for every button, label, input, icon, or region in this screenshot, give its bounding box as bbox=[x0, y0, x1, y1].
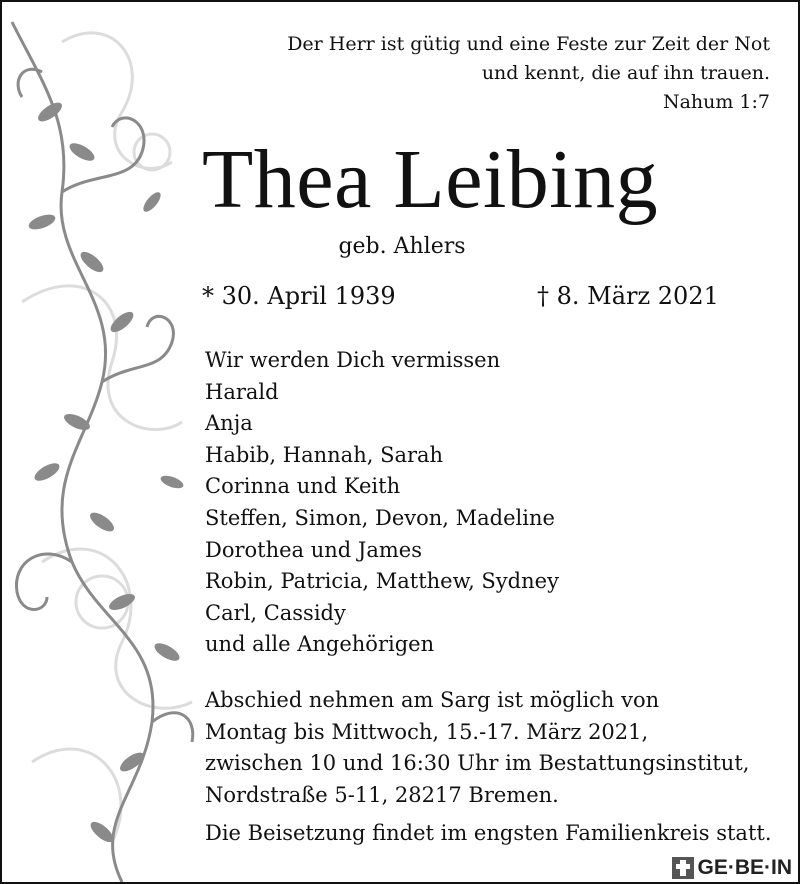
verse-reference: Nahum 1:7 bbox=[662, 91, 770, 113]
mourners-list bbox=[205, 345, 559, 661]
farewell-info bbox=[205, 685, 749, 811]
publisher-mark-icon bbox=[672, 857, 694, 879]
mourner-name: Dorothea und James bbox=[205, 537, 422, 562]
gebein-logo bbox=[672, 856, 793, 880]
farewell-line: Montag bis Mittwoch, 15.-17. März 2021, bbox=[205, 719, 649, 744]
mourner-name: Carl, Cassidy bbox=[205, 600, 346, 625]
farewell-line: Nordstraße 5-11, 28217 Bremen. bbox=[205, 782, 559, 807]
farewell-line: zwischen 10 und 16:30 Uhr im Bestattungsinstitut, bbox=[205, 751, 750, 776]
birth-name: geb. Ahlers bbox=[338, 234, 466, 259]
death-date: † 8. März 2021 bbox=[537, 282, 719, 310]
farewell-line: Abschied nehmen am Sarg ist möglich von bbox=[205, 688, 660, 712]
verse-line: Der Herr ist gütig und eine Feste zur Zeit der Not bbox=[287, 33, 770, 55]
verse-line: und kennt, die auf ihn trauen. bbox=[481, 62, 770, 84]
mourner-name: Corinna und Keith bbox=[205, 474, 401, 499]
mourners-intro: Wir werden Dich vermissen bbox=[205, 348, 501, 372]
deceased-name: Thea Leibing bbox=[202, 133, 659, 226]
mourner-name: Habib, Hannah, Sarah bbox=[205, 442, 444, 467]
logo-text: GE·BE·IN bbox=[697, 856, 792, 879]
bible-verse bbox=[250, 30, 770, 117]
mourner-name: Anja bbox=[205, 411, 253, 436]
burial-note: Die Beisetzung findet im engsten Familienkreis statt. bbox=[205, 821, 772, 845]
mourner-name: Steffen, Simon, Devon, Madeline bbox=[205, 505, 555, 530]
mourner-name: Harald bbox=[205, 379, 279, 404]
mourner-name: Robin, Patricia, Matthew, Sydney bbox=[205, 569, 559, 594]
birth-date: * 30. April 1939 bbox=[202, 282, 396, 310]
floral-vine-ornament bbox=[2, 2, 202, 882]
mourner-name: und alle Angehörigen bbox=[205, 632, 435, 657]
